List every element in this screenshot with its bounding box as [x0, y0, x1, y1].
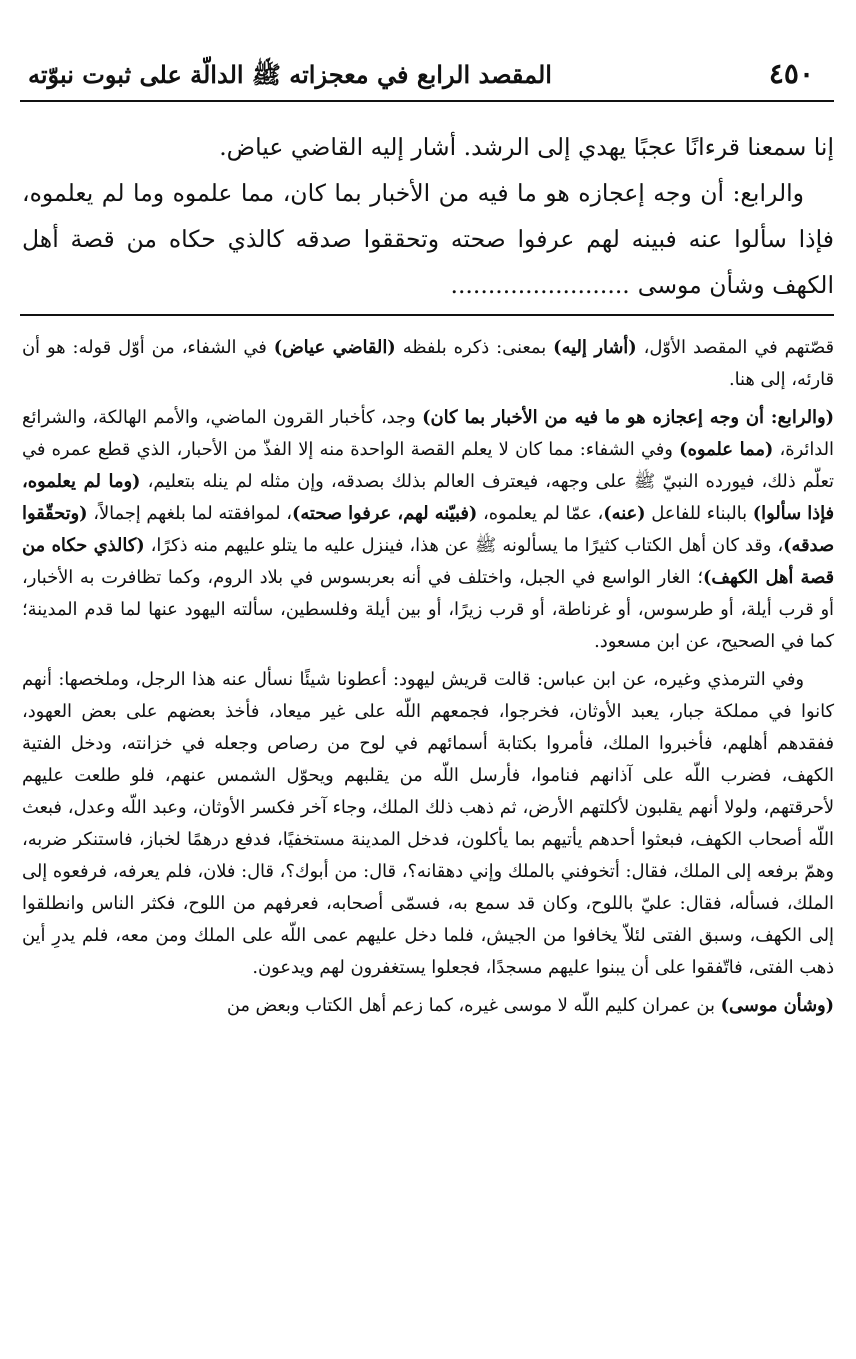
main-text-paragraph: إنا سمعنا قرءانًا عجبًا يهدي إلى الرشد. أشار إليه القاضي عياض.: [219, 133, 834, 161]
commentary-paragraph: قصّتهم في المقصد الأوّل، (أشار إليه) بمعنى: ذكره بلفظه (القاضي عياض) في الشفاء، من أوّل قوله: هو أن قارئه، إلى هنا.: [22, 337, 834, 390]
page-header: [20, 52, 834, 102]
quoted-phrase: (وشأن موسى): [720, 995, 834, 1016]
quoted-phrase: (وتحقّقوا صدقه): [22, 503, 834, 556]
main-text: [22, 124, 834, 308]
divider-rule: [20, 314, 834, 316]
commentary-paragraph: (والرابع: أن وجه إعجازه هو ما فيه من الأخبار بما كان) وجد، كأخبار القرون الماضي، والأمم الهالكة، والشرائع الدائرة، (مما علموه) وفي الشفاء: مما كان لا يعلم القصة الواحدة منه إلا الفذّ من الأحبار، الذي قطع عمره في تعلّم ذلك، فيورده النبيّ ﷺ على وجهه، فيعترف العالم بذلك بصدقه، وإن مثله لم ينله بتعليم، (وما لم يعلموه، فإذا سألوا) بالبناء للفاعل (عنه)، عمّا لم يعلموه، (فبيّنه لهم، عرفوا صحته)، لموافقته لما بلغهم إجمالاً، (وتحقّقوا صدقه)، وقد كان أهل الكتاب كثيرًا ما يسألونه ﷺ عن هذا، فينزل عليه ما يتلو عليهم منه ذكرًا، (كالذي حكاه من قصة أهل الكهف)؛ الغار الواسع في الجبل، واختلف في أنه بعربسوس في بلاد الروم، وكما تظافرت به الأخبار، أو قرب أيلة، أو طرسوس، أو غرناطة، أو قرب زيرًا، أو بين أيلة وفلسطين، سألته اليهود عنها لما قدم المدينة؛ كما في الصحيح، عن ابن مسعود.: [22, 407, 834, 652]
quoted-phrase: (مما علموه): [679, 439, 774, 460]
quoted-phrase: (أشار إليه): [553, 337, 637, 358]
quoted-phrase: (فبيّنه لهم، عرفوا صحته): [291, 503, 478, 524]
commentary-paragraph: (وشأن موسى) بن عمران كليم اللّه لا موسى غيره، كما زعم أهل الكتاب وبعض من: [226, 995, 834, 1016]
main-text-paragraph: والرابع: أن وجه إعجازه هو ما فيه من الأخبار بما كان، مما علموه وما لم يعلموه، فإذا سألوا عنه فبينه لهم عرفوا صحته وتحققوا صدقه كالذي حكاه من قصة أهل الكهف وشأن موسى........................: [22, 179, 834, 299]
quoted-phrase: (القاضي عياض): [273, 337, 396, 358]
quoted-phrase: (كالذي حكاه من قصة أهل الكهف): [22, 535, 834, 588]
commentary-text: [22, 328, 834, 1028]
page-number: ٤٥٠: [768, 57, 814, 90]
ellipsis-dots: ........................: [450, 271, 630, 299]
commentary-paragraph: وفي الترمذي وغيره، عن ابن عباس: قالت قريش ليهود: أعطونا شيئًا نسأل عنه هذا الرجل، وملخصها: أنهم كانوا في مملكة جبار، يعبد الأوثان، فخرجوا، فجمعهم اللّه على غير ميعاد، فأخذ بعضهم على بعض العهود، ففقدهم أهلهم، فأخبروا الملك، فأمروا بكتابة أسمائهم في لوح من رصاص وجعله في خزانته، ودخل الفتية الكهف، فضرب اللّه على آذانهم فناموا، فأرسل اللّه من يقلبهم ويحوّل الشمس عنهم، فلو طلعت عليهم لأحرقتهم، ولولا أنهم يقلبون لأكلتهم الأرض، ثم ذهب ذلك الملك، وجاء آخر فكسر الأوثان، وعبد اللّه وعدل، فبعث اللّه أصحاب الكهف، فبعثوا أحدهم يأتيهم بما يأكلون، فدخل المدينة مستخفيًا، فدفع درهمًا لخباز، فاستنكر ضربه، وهمّ برفعه إلى الملك، فقال: أتخوفني بالملك وإني دهقانه؟، قال: من أبوك؟، قال: فلان، فلم يعرفه، فرفعوه إلى الملك، فسأله، فقال: عليّ باللوح، وكان قد سمع به، فسمّى أصحابه، فعرفهم من اللوح، فكثر الناس وانطلقوا إلى الكهف، وسبق الفتى لئلاّ يخافوا من الجيش، فلما دخل عليهم عمى اللّه على الملك ومن معه، فلم يدرِ أين ذهب الفتى، فاتّفقوا على أن يبنوا عليهم مسجدًا، فجعلوا يستغفرون لهم ويدعون.: [22, 669, 834, 978]
quoted-phrase: (عنه): [603, 503, 646, 524]
quoted-phrase: (والرابع: أن وجه إعجازه هو ما فيه من الأخبار بما كان): [422, 407, 834, 428]
quoted-phrase: (وما لم يعلموه، فإذا سألوا): [22, 471, 834, 524]
running-title: المقصد الرابع في معجزاته ﷺ الدالّة على ثبوت نبوّته: [28, 60, 552, 89]
